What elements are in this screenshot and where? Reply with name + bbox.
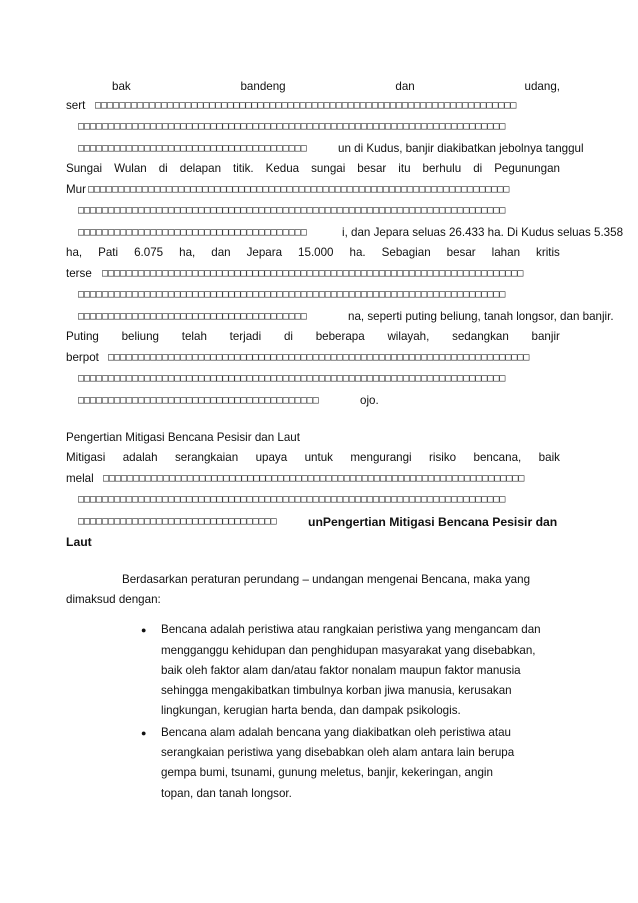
word: Kedua (265, 162, 300, 175)
p1-line-13-prefix: berpot (66, 351, 99, 364)
word: Sungai (66, 162, 103, 175)
word: mengurangi (350, 451, 412, 464)
garbled-glyphs: □□□□□□□□□□□□□□□□□□□□□□□□□□□□□□□□□□□□□□□□□□□□□□□□□□□□□□□□□□□□□□□□□□□□□□□ (78, 205, 506, 216)
garbled-glyphs: □□□□□□□□□□□□□□□□□□□□□□□□□□□□□□□□□□□□□□□□□□□□□□□□□□□□□□□□□□□□□□□□□□□□□□□ (78, 494, 506, 505)
p1-line-5 (66, 162, 560, 176)
garbled-glyphs: □□□□□□□□□□□□□□□□□□□□□□□□□□□□□□□□□□□□□□□□ (78, 395, 319, 406)
p1-line-10-prefix: terse (66, 267, 92, 280)
word: beberapa (315, 330, 365, 343)
bullet-1-line: Bencana adalah peristiwa atau rangkaian peristiwa yang mengancam dan (161, 623, 541, 636)
p1-line-12 (66, 330, 560, 344)
bullet-2-line: topan, dan tanah longsor. (161, 787, 292, 800)
bullet-dot-icon: ● (141, 625, 147, 635)
garbled-glyphs: □□□□□□□□□□□□□□□□□□□□□□□□□□□□□□□□□□□□□□□□□□□□□□□□□□□□□□□□□□□□□□□□□□□□□□ (102, 268, 524, 279)
word: untuk (304, 451, 333, 464)
word: upaya (255, 451, 288, 464)
garbled-glyphs: □□□□□□□□□□□□□□□□□□□□□□□□□□□□□□□□□□□□□□ (78, 227, 307, 238)
garbled-glyphs: □□□□□□□□□□□□□□□□□□□□□□□□□□□□□□□□□□□□□□□□□□□□□□□□□□□□□□□□□□□□□□□□□□□□□□ (95, 100, 517, 111)
word: bak (112, 80, 131, 93)
word: itu (398, 162, 411, 175)
word: di (158, 162, 168, 175)
garbled-glyphs: □□□□□□□□□□□□□□□□□□□□□□□□□□□□□□□□□□□□□□□□□□□□□□□□□□□□□□□□□□□□□□□□□□□□□□ (108, 352, 530, 363)
garbled-glyphs: □□□□□□□□□□□□□□□□□□□□□□□□□□□□□□□□□□□□□□□□□□□□□□□□□□□□□□□□□□□□□□□□□□□□□□□ (78, 121, 506, 132)
word: beliung (121, 330, 160, 343)
section-title-overlap: unPengertian Mitigasi Bencana Pesisir dan (308, 515, 558, 529)
p1-line-9 (66, 246, 560, 260)
section-line-1 (66, 451, 560, 465)
word: Pegunungan (494, 162, 560, 175)
word: risiko (429, 451, 457, 464)
word: 6.075 (134, 246, 164, 259)
word: Jepara (246, 246, 283, 259)
word: adalah (122, 451, 158, 464)
word: banjir (531, 330, 560, 343)
bullet-2-line: gempa bumi, tsunami, gunung meletus, banjir, kekeringan, angin (161, 766, 493, 779)
definition-intro-2: dimaksud dengan: (66, 593, 161, 606)
bullet-2-line: Bencana alam adalah bencana yang diakibatkan oleh peristiwa atau (161, 726, 511, 739)
word: delapan (179, 162, 222, 175)
p1-line-6-prefix: Mur (66, 183, 86, 196)
word: ha. (349, 246, 366, 259)
word: sedangkan (452, 330, 509, 343)
garbled-glyphs: □□□□□□□□□□□□□□□□□□□□□□□□□□□□□□□□□ (78, 516, 277, 527)
p1-line-11-tail: na, seperti puting beliung, tanah longsor, dan banjir. (348, 310, 614, 323)
word: Sebagian (381, 246, 431, 259)
p1-line-4-tail: un di Kudus, banjir diakibatkan jebolnya tanggul (338, 142, 584, 155)
garbled-glyphs: □□□□□□□□□□□□□□□□□□□□□□□□□□□□□□□□□□□□□□□□□□□□□□□□□□□□□□□□□□□□□□□□□□□□□□ (88, 184, 510, 195)
section-line-2-prefix: melal (66, 472, 94, 485)
p1-line-1 (112, 80, 560, 94)
word: ha, (66, 246, 83, 259)
word: bandeng (240, 80, 286, 93)
bullet-1-line: baik oleh faktor alam dan/atau faktor nonalam maupun faktor manusia (161, 664, 521, 677)
word: titik. (233, 162, 254, 175)
word: bencana, (473, 451, 522, 464)
p1-line-8-tail: i, dan Jepara seluas 26.433 ha. Di Kudus seluas 5.358 (342, 226, 624, 239)
word: besar (357, 162, 387, 175)
word: besar (446, 246, 476, 259)
word: kritis (536, 246, 560, 259)
word: Wulan (114, 162, 147, 175)
garbled-glyphs: □□□□□□□□□□□□□□□□□□□□□□□□□□□□□□□□□□□□□□ (78, 311, 307, 322)
word: dan (395, 80, 415, 93)
bullet-1-line: mengganggu kehidupan dan penghidupan masyarakat yang disebabkan, (161, 644, 536, 657)
garbled-glyphs: □□□□□□□□□□□□□□□□□□□□□□□□□□□□□□□□□□□□□□ (78, 143, 307, 154)
word: telah (181, 330, 207, 343)
word: di (473, 162, 483, 175)
bullet-2-line: serangkaian peristiwa yang disebabkan oleh alam antara lain berupa (161, 746, 515, 759)
word: 15.000 (298, 246, 334, 259)
definition-intro-1: Berdasarkan peraturan perundang – undangan mengenai Bencana, maka yang (122, 573, 531, 586)
word: berhulu (422, 162, 462, 175)
word: Mitigasi (66, 451, 106, 464)
p1-line-2-prefix: sert (66, 99, 86, 112)
garbled-glyphs: □□□□□□□□□□□□□□□□□□□□□□□□□□□□□□□□□□□□□□□□□□□□□□□□□□□□□□□□□□□□□□□□□□□□□□□ (78, 289, 506, 300)
section-title-tail: Laut (66, 535, 92, 549)
garbled-glyphs: □□□□□□□□□□□□□□□□□□□□□□□□□□□□□□□□□□□□□□□□□□□□□□□□□□□□□□□□□□□□□□□□□□□□□□□ (78, 373, 506, 384)
bullet-1-line: lingkungan, kerugian harta benda, dan dampak psikologis. (161, 704, 461, 717)
bullet-1-line: sehingga mengakibatkan timbulnya korban jiwa manusia, kerusakan (161, 684, 512, 697)
word: Puting (66, 330, 99, 343)
word: serangkaian (174, 451, 239, 464)
word: baik (538, 451, 560, 464)
word: di (283, 330, 293, 343)
p1-line-15-tail: ojo. (360, 394, 379, 407)
word: lahan (491, 246, 521, 259)
word: terjadi (229, 330, 262, 343)
section-heading: Pengertian Mitigasi Bencana Pesisir dan Laut (66, 431, 300, 444)
word: Pati (98, 246, 119, 259)
word: udang, (524, 80, 560, 93)
word: wilayah, (387, 330, 430, 343)
word: ha, (179, 246, 196, 259)
bullet-dot-icon: ● (141, 728, 147, 738)
garbled-glyphs: □□□□□□□□□□□□□□□□□□□□□□□□□□□□□□□□□□□□□□□□□□□□□□□□□□□□□□□□□□□□□□□□□□□□□□ (103, 473, 525, 484)
word: dan (211, 246, 231, 259)
word: sungai (311, 162, 346, 175)
